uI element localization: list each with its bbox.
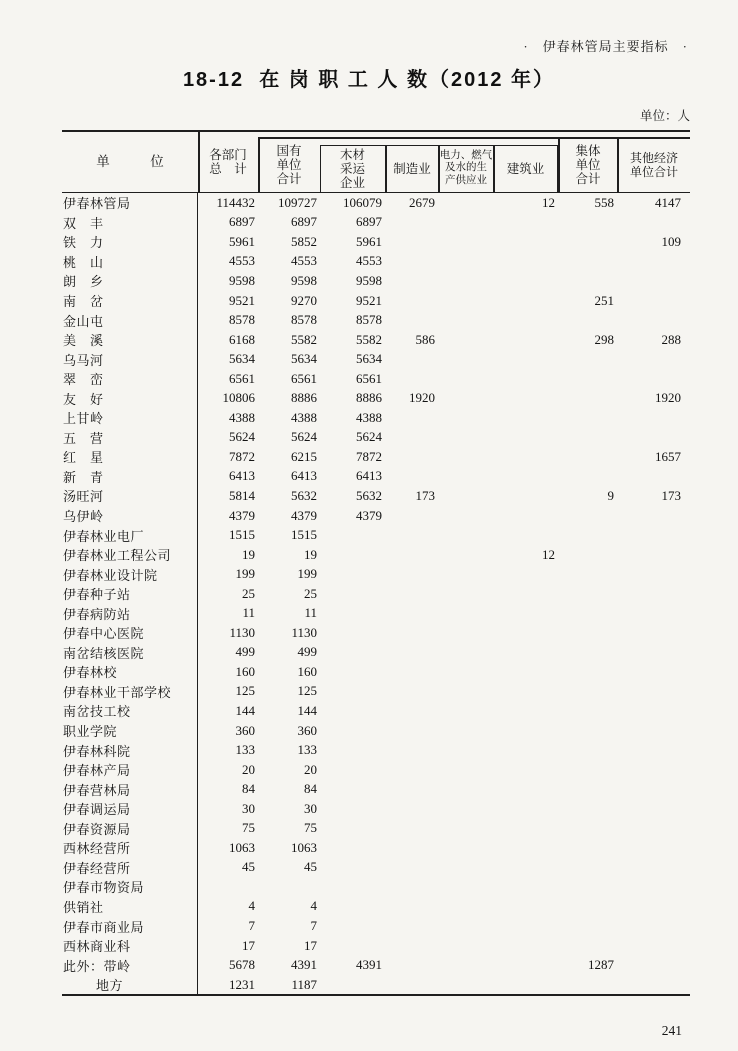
cell-state-owned: 7 bbox=[310, 918, 317, 933]
cell-collective: 298 bbox=[594, 331, 614, 347]
row-label: 伊春林业设计院 bbox=[62, 564, 198, 584]
statistics-table bbox=[62, 130, 690, 996]
col-header-construction: 建筑业 bbox=[506, 161, 545, 176]
cell-total: 6413 bbox=[229, 468, 255, 484]
row-label: 供销社 bbox=[62, 897, 198, 917]
cell-total: 75 bbox=[242, 820, 255, 836]
table-row bbox=[62, 643, 690, 663]
cell-state-owned: 144 bbox=[297, 702, 317, 718]
col-header-collective: 集体 单位 合计 bbox=[575, 143, 601, 186]
row-label: 红 星 bbox=[62, 447, 198, 467]
cell-state-owned: 19 bbox=[304, 546, 317, 562]
row-label: 翠 峦 bbox=[62, 369, 198, 389]
cell-timber: 5582 bbox=[356, 331, 382, 347]
cell-total: 9521 bbox=[229, 292, 255, 308]
cell-timber: 6413 bbox=[356, 468, 382, 484]
cell-timber: 5632 bbox=[356, 487, 382, 503]
row-label: 西林商业科 bbox=[62, 936, 198, 956]
cell-timber: 4391 bbox=[356, 957, 382, 973]
cell-timber: 6897 bbox=[356, 214, 382, 230]
cell-state-owned: 5624 bbox=[291, 429, 317, 445]
table-row bbox=[62, 740, 690, 760]
cell-collective: 9 bbox=[607, 487, 614, 503]
cell-state-owned: 360 bbox=[297, 722, 317, 738]
row-label: 伊春林业干部学校 bbox=[62, 682, 198, 702]
table-row bbox=[62, 858, 690, 878]
cell-total: 9598 bbox=[229, 272, 255, 288]
cell-total: 6168 bbox=[229, 331, 255, 347]
cell-total: 499 bbox=[235, 644, 255, 660]
table-row bbox=[62, 525, 690, 545]
table-row bbox=[62, 545, 690, 565]
cell-total: 17 bbox=[242, 937, 255, 953]
row-label: 伊春林产局 bbox=[62, 760, 198, 780]
cell-state-owned: 6897 bbox=[291, 214, 317, 230]
row-label: 伊春市物资局 bbox=[62, 877, 198, 897]
cell-construction: 12 bbox=[542, 194, 555, 210]
row-label: 伊春经营所 bbox=[62, 858, 198, 878]
cell-timber: 5624 bbox=[356, 429, 382, 445]
cell-state-owned: 84 bbox=[304, 781, 317, 797]
cell-state-owned: 4391 bbox=[291, 957, 317, 973]
cell-total: 5961 bbox=[229, 233, 255, 249]
cell-timber: 8886 bbox=[356, 390, 382, 406]
cell-total: 5814 bbox=[229, 487, 255, 503]
cell-state-owned: 6413 bbox=[291, 468, 317, 484]
cell-total: 114432 bbox=[216, 194, 255, 210]
row-label: 地方 bbox=[62, 975, 198, 995]
table-row bbox=[62, 428, 690, 448]
table-row bbox=[62, 701, 690, 721]
cell-state-owned: 1187 bbox=[291, 976, 317, 992]
page-title: 18-12 在 岗 职 工 人 数（2012 年） bbox=[182, 69, 556, 91]
row-label: 伊春市商业局 bbox=[62, 916, 198, 936]
unit-note: 单位：人 bbox=[639, 109, 690, 123]
row-label: 伊春林科院 bbox=[62, 740, 198, 760]
row-label: 汤旺河 bbox=[62, 486, 198, 506]
row-label: 乌伊岭 bbox=[62, 506, 198, 526]
col-header-state-owned: 国有 单位 合计 bbox=[276, 143, 302, 186]
table-row bbox=[62, 252, 690, 272]
table-body bbox=[62, 193, 690, 996]
row-label: 乌马河 bbox=[62, 349, 198, 369]
col-header-power: 电力、燃气 及水的生 产供应业 bbox=[439, 149, 493, 186]
cell-other-economy: 1920 bbox=[655, 390, 681, 406]
row-label: 伊春营林局 bbox=[62, 779, 198, 799]
cell-state-owned: 6215 bbox=[291, 448, 317, 464]
cell-timber: 7872 bbox=[356, 448, 382, 464]
cell-total: 84 bbox=[242, 781, 255, 797]
cell-total: 6897 bbox=[229, 214, 255, 230]
cell-total: 1515 bbox=[229, 527, 255, 543]
cell-total: 20 bbox=[242, 761, 255, 777]
cell-total: 6561 bbox=[229, 370, 255, 386]
cell-state-owned: 8886 bbox=[291, 390, 317, 406]
cell-total: 4388 bbox=[229, 409, 255, 425]
table-row bbox=[62, 408, 690, 428]
cell-total: 360 bbox=[235, 722, 255, 738]
cell-total: 4379 bbox=[229, 507, 255, 523]
cell-collective: 558 bbox=[594, 194, 614, 210]
cell-total: 160 bbox=[235, 663, 255, 679]
cell-construction: 12 bbox=[542, 546, 555, 562]
cell-total: 8578 bbox=[229, 312, 255, 328]
row-label: 西林经营所 bbox=[62, 838, 198, 858]
cell-state-owned: 499 bbox=[297, 644, 317, 660]
table-row bbox=[62, 955, 690, 975]
row-label: 职业学院 bbox=[62, 721, 198, 741]
row-label: 伊春林业电厂 bbox=[62, 525, 198, 545]
table-row bbox=[62, 271, 690, 291]
cell-other-economy: 173 bbox=[661, 487, 681, 503]
cell-other-economy: 1657 bbox=[655, 448, 681, 464]
table-row bbox=[62, 662, 690, 682]
table-header bbox=[62, 130, 690, 193]
col-header-manufacturing: 制造业 bbox=[393, 161, 431, 176]
table-row bbox=[62, 603, 690, 623]
cell-total: 5634 bbox=[229, 351, 255, 367]
cell-total: 4 bbox=[248, 898, 255, 914]
table-row bbox=[62, 838, 690, 858]
cell-total: 45 bbox=[242, 859, 255, 875]
col-header-timber: 木材 采运 企业 bbox=[339, 147, 365, 190]
cell-collective: 251 bbox=[594, 292, 614, 308]
cell-manufacturing: 2679 bbox=[409, 194, 435, 210]
cell-state-owned: 4388 bbox=[291, 409, 317, 425]
cell-total: 30 bbox=[242, 800, 255, 816]
cell-state-owned: 125 bbox=[297, 683, 317, 699]
cell-timber: 8578 bbox=[356, 312, 382, 328]
cell-total: 125 bbox=[235, 683, 255, 699]
cell-timber: 4388 bbox=[356, 409, 382, 425]
table-row bbox=[62, 819, 690, 839]
cell-timber: 4553 bbox=[356, 253, 382, 269]
row-label: 美 溪 bbox=[62, 330, 198, 350]
cell-state-owned: 17 bbox=[304, 937, 317, 953]
cell-total: 11 bbox=[242, 605, 255, 621]
cell-total: 5624 bbox=[229, 429, 255, 445]
row-label: 伊春林校 bbox=[62, 662, 198, 682]
cell-state-owned: 25 bbox=[304, 585, 317, 601]
cell-other-economy: 4147 bbox=[655, 194, 681, 210]
cell-manufacturing: 173 bbox=[415, 487, 435, 503]
cell-total: 1130 bbox=[229, 624, 255, 640]
row-label: 伊春林管局 bbox=[62, 193, 198, 213]
cell-total: 133 bbox=[235, 742, 255, 758]
cell-state-owned: 5632 bbox=[291, 487, 317, 503]
cell-state-owned: 30 bbox=[304, 800, 317, 816]
table-row bbox=[62, 447, 690, 467]
row-label: 南岔技工校 bbox=[62, 701, 198, 721]
table-row bbox=[62, 897, 690, 917]
table-row bbox=[62, 564, 690, 584]
row-label: 伊春种子站 bbox=[62, 584, 198, 604]
cell-timber: 6561 bbox=[356, 370, 382, 386]
cell-timber: 9521 bbox=[356, 292, 382, 308]
cell-state-owned: 1063 bbox=[291, 839, 317, 855]
cell-timber: 5961 bbox=[356, 233, 382, 249]
cell-manufacturing: 586 bbox=[415, 331, 435, 347]
row-label: 朗 乡 bbox=[62, 271, 198, 291]
table-row bbox=[62, 193, 690, 213]
page-number: 241 bbox=[661, 1023, 682, 1038]
table-row bbox=[62, 388, 690, 408]
cell-collective: 1287 bbox=[588, 957, 614, 973]
table-row bbox=[62, 779, 690, 799]
cell-total: 7872 bbox=[229, 448, 255, 464]
cell-state-owned: 1130 bbox=[291, 624, 317, 640]
row-label: 上甘岭 bbox=[62, 408, 198, 428]
row-label: 金山屯 bbox=[62, 310, 198, 330]
cell-total: 7 bbox=[248, 918, 255, 933]
row-label: 五 营 bbox=[62, 428, 198, 448]
col-header-other-economy: 其他经济 单位合计 bbox=[629, 150, 678, 179]
table-row bbox=[62, 349, 690, 369]
cell-state-owned: 5582 bbox=[291, 331, 317, 347]
row-label: 伊春病防站 bbox=[62, 603, 198, 623]
cell-total: 5678 bbox=[229, 957, 255, 973]
cell-other-economy: 288 bbox=[661, 331, 681, 347]
row-label: 伊春林业工程公司 bbox=[62, 545, 198, 565]
table-row bbox=[62, 760, 690, 780]
cell-state-owned: 8578 bbox=[291, 312, 317, 328]
table-row bbox=[62, 486, 690, 506]
cell-timber: 9598 bbox=[356, 272, 382, 288]
row-label: 双 丰 bbox=[62, 213, 198, 233]
row-label: 此外：带岭 bbox=[62, 955, 198, 975]
cell-state-owned: 20 bbox=[304, 761, 317, 777]
table-row bbox=[62, 916, 690, 936]
cell-state-owned: 5852 bbox=[291, 233, 317, 249]
cell-state-owned: 45 bbox=[304, 859, 317, 875]
running-head: · 伊春林管局主要指标 · bbox=[523, 39, 688, 54]
cell-total: 1063 bbox=[229, 839, 255, 855]
cell-state-owned: 9598 bbox=[291, 272, 317, 288]
cell-total: 144 bbox=[235, 702, 255, 718]
cell-other-economy: 109 bbox=[661, 233, 681, 249]
cell-manufacturing: 1920 bbox=[409, 390, 435, 406]
cell-state-owned: 109727 bbox=[278, 194, 317, 210]
table-row bbox=[62, 506, 690, 526]
cell-state-owned: 160 bbox=[297, 663, 317, 679]
cell-total: 1231 bbox=[229, 976, 255, 992]
col-header-total: 各部门 总 计 bbox=[209, 148, 247, 176]
row-label: 桃 山 bbox=[62, 252, 198, 272]
row-label: 南 岔 bbox=[62, 291, 198, 311]
table-row bbox=[62, 975, 690, 995]
table-row bbox=[62, 877, 690, 897]
cell-state-owned: 199 bbox=[297, 566, 317, 582]
table-row bbox=[62, 232, 690, 252]
cell-timber: 4379 bbox=[356, 507, 382, 523]
cell-state-owned: 6561 bbox=[291, 370, 317, 386]
cell-total: 4553 bbox=[229, 253, 255, 269]
cell-state-owned: 1515 bbox=[291, 527, 317, 543]
table-row bbox=[62, 213, 690, 233]
cell-total: 10806 bbox=[222, 390, 255, 406]
row-label: 伊春中心医院 bbox=[62, 623, 198, 643]
cell-state-owned: 4553 bbox=[291, 253, 317, 269]
table-row bbox=[62, 584, 690, 604]
table-row bbox=[62, 310, 690, 330]
row-label: 伊春资源局 bbox=[62, 819, 198, 839]
col-header-unit: 单 位 bbox=[96, 154, 164, 169]
cell-total: 19 bbox=[242, 546, 255, 562]
table-row bbox=[62, 369, 690, 389]
table-row bbox=[62, 467, 690, 487]
cell-total: 25 bbox=[242, 585, 255, 601]
cell-state-owned: 5634 bbox=[291, 351, 317, 367]
row-label: 伊春调运局 bbox=[62, 799, 198, 819]
cell-state-owned: 4 bbox=[310, 898, 317, 914]
cell-timber: 5634 bbox=[356, 351, 382, 367]
table-row bbox=[62, 623, 690, 643]
cell-state-owned: 9270 bbox=[291, 292, 317, 308]
cell-state-owned: 11 bbox=[304, 605, 317, 621]
cell-timber: 106079 bbox=[343, 194, 382, 210]
cell-total: 199 bbox=[235, 566, 255, 582]
cell-state-owned: 75 bbox=[304, 820, 317, 836]
row-label: 新 青 bbox=[62, 467, 198, 487]
table-row bbox=[62, 721, 690, 741]
row-label: 友 好 bbox=[62, 388, 198, 408]
row-label: 南岔结核医院 bbox=[62, 643, 198, 663]
cell-state-owned: 4379 bbox=[291, 507, 317, 523]
row-label: 铁 力 bbox=[62, 232, 198, 252]
cell-state-owned: 133 bbox=[297, 742, 317, 758]
table-row bbox=[62, 936, 690, 956]
table-row bbox=[62, 330, 690, 350]
table-row bbox=[62, 682, 690, 702]
table-row bbox=[62, 291, 690, 311]
table-row bbox=[62, 799, 690, 819]
